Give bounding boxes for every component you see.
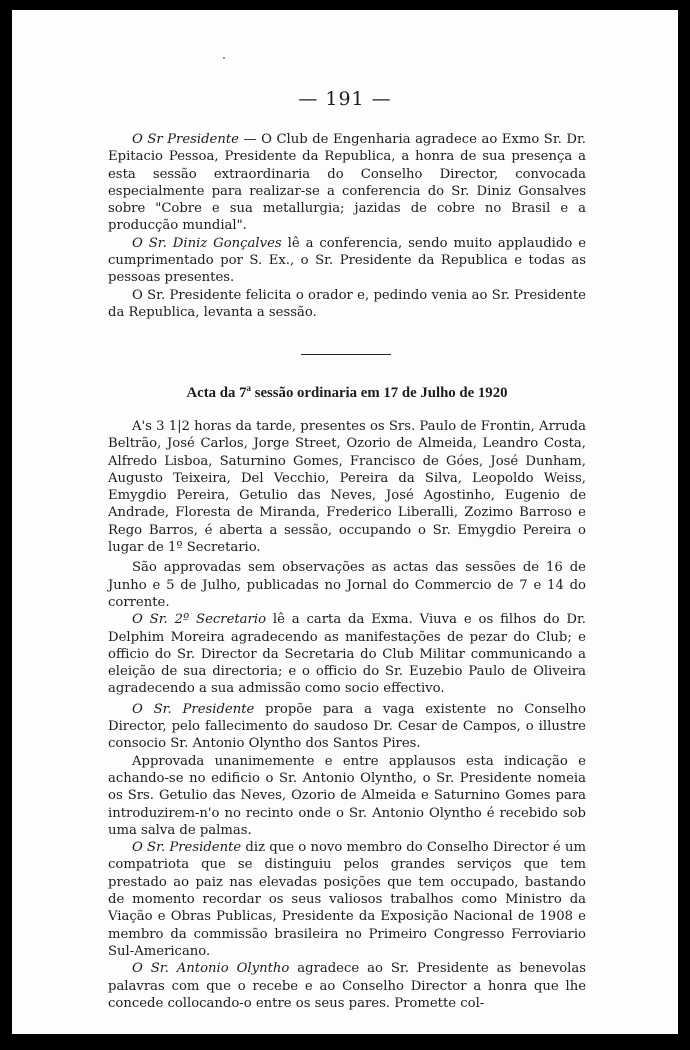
paragraph (108, 235, 586, 287)
speaker: O Sr. Presidente (132, 840, 242, 856)
paragraph (108, 701, 586, 753)
speck (223, 57, 225, 59)
title-end: sessão ordinaria em 17 de Julho de 1920 (251, 384, 508, 401)
paragraph (108, 753, 586, 839)
speaker: O Sr. Presidente (132, 701, 255, 717)
paragraph-text: Approvada unanimemente e entre applausos esta indicação e achando-se no edificio o Sr. Antonio Olyntho, o Sr. Presidente nomeia os Srs. Getulio das Neves, Ozorio de Almeida e Saturnino Gomes para introduzirem-n'o no recinto onde o Sr. Antonio Olyntho é recebido sob uma salva de palmas. (108, 753, 586, 838)
intro-paragraphs (108, 131, 586, 321)
paragraph-text: agradece ao Sr. Presidente as benevolas palavras com que o recebe e ao Conselho Director a honra que lhe concede collocando-o entre os seus pares. Promette col- (108, 961, 586, 1011)
minutes-paragraphs (108, 418, 586, 1012)
paragraph-text: lê a conferencia, sendo muito applaudido e cumprimentado por S. Ex., o Sr. Presidente da Republica e todas as pessoas presentes. (108, 235, 587, 286)
paragraph (108, 131, 586, 235)
speaker: O Sr. Diniz Gonçalves (132, 235, 282, 251)
title-ordinal: a (246, 383, 251, 393)
paragraph (108, 287, 586, 322)
paragraph (108, 559, 586, 611)
section-title (108, 383, 586, 402)
title-start: Acta da 7 (186, 384, 247, 401)
paragraph-text: O Sr. Presidente felicita o orador e, pedindo venia ao Sr. Presidente da Republica, levanta a sessão. (108, 287, 586, 320)
paragraph-text: São approvadas sem observações as actas das sessões de 16 de Junho e 5 de Julho, publicadas no Jornal do Commercio de 7 e 14 do corrente. (108, 560, 586, 610)
paragraph (108, 611, 586, 697)
paragraph (108, 960, 586, 1012)
document-page (12, 10, 678, 1034)
page-number: — 191 — (298, 88, 392, 110)
paragraph-text: propõe para a vaga existente no Conselho Director, pelo fallecimento do saudoso Dr. Cesar de Campos, o illustre consocio Sr. Antonio Olyntho dos Santos Pires. (108, 701, 586, 752)
paragraph-text: O Club de Engenharia agradece ao Exmo Sr. Dr. Epitacio Pessoa, Presidente da Republica, a honra de sua presença a esta sessão extraordinaria do Conselho Director, convocada especialmente para realizar-se a conferencia do Sr. Diniz Gonsalves sobre "Cobre e sua metallurgia; jazidas de cobre no Brasil e a producção mundial". (108, 132, 586, 234)
paragraph (108, 839, 586, 960)
paragraph-text: diz que o novo membro do Conselho Director é um compatriota que se distinguiu pelos grandes serviços que tem prestado ao paiz nas elevadas posições que tem occupado, bastando de momento recordar os seus valiosos trabalhos como Ministro da Viação e Obras Publicas, Presidente da Exposição Nacional de 1908 e membro da commissão brasileira no Primeiro Congresso Ferroviario Sul-Americano. (108, 840, 586, 959)
paragraph-text: lê a carta da Exma. Viuva e os filhos do Dr. Delphim Moreira agradecendo as manifestações de pezar do Club; e officio do Sr. Director da Secretaria do Club Militar communicando a eleição de sua directoria; e o officio do Sr. Euzebio Paulo de Oliveira agradecendo a sua admissão como socio effectivo. (108, 612, 586, 697)
section-divider (301, 354, 391, 355)
speaker: O Sr. Antonio Olyntho (132, 961, 290, 977)
paragraph (108, 418, 586, 556)
speaker: O Sr. 2º Secretario (132, 612, 267, 628)
speaker: O Sr Presidente — (132, 132, 257, 147)
paragraph-text: A's 3 1|2 horas da tarde, presentes os Srs. Paulo de Frontin, Arruda Beltrão, José Carlos, Jorge Street, Ozorio de Almeida, Leandro Costa, Alfredo Lisboa, Saturnino Gomes, Francisco de Góes, José Dunham, Augusto Teixeira, Del Vecchio, Pereira da Silva, Leopoldo Weiss, Emygdio Pereira, Getulio das Neves, José Agostinho, Eugenio de Andrade, Floresta de Miranda, Frederico Liberalli, Zozimo Barroso e Rego Barros, é aberta a sessão, occupando o Sr. Emygdio Pereira o lugar de 1º Secretario. (108, 419, 586, 556)
